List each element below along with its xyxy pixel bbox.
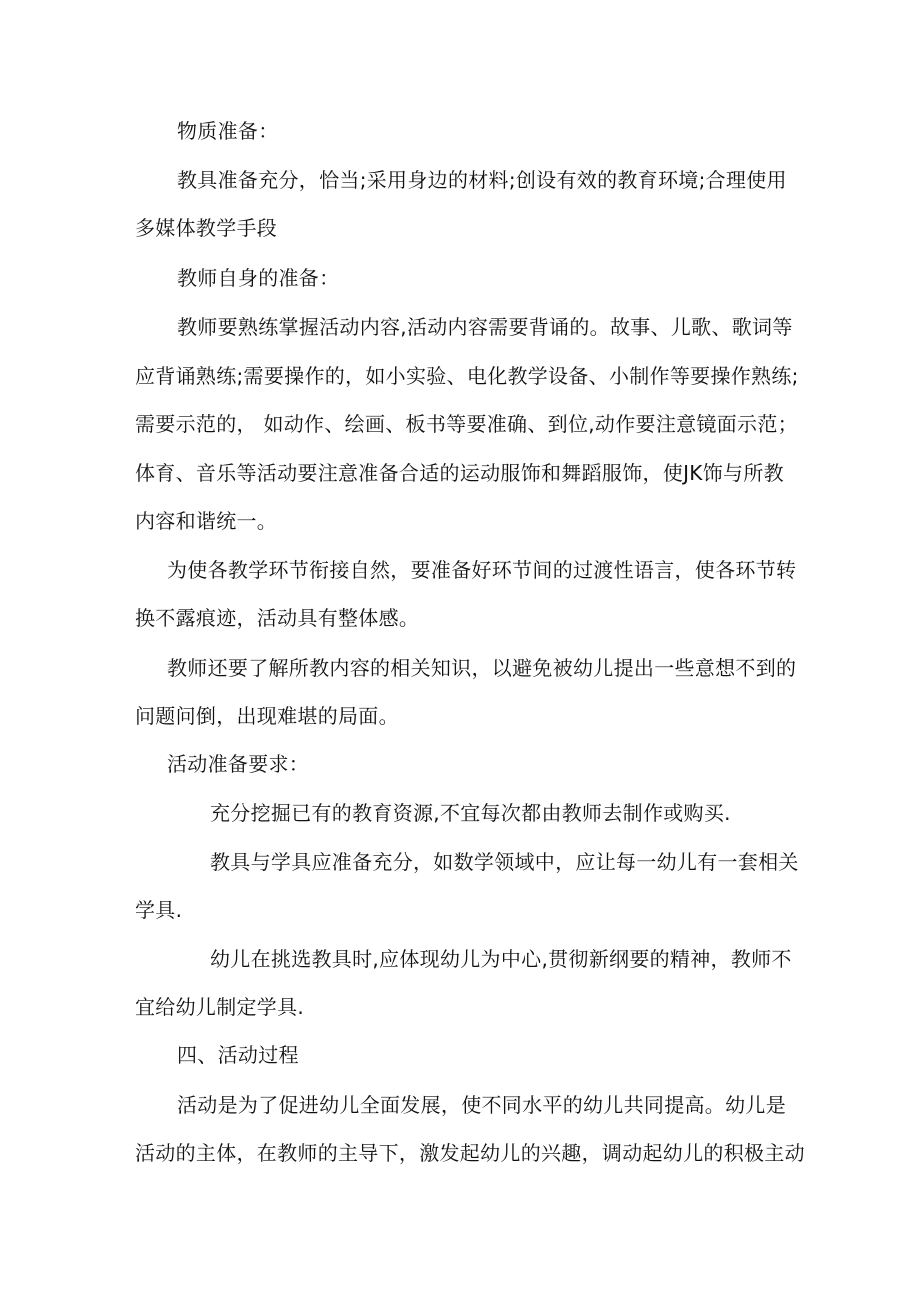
text-line: 问题问倒，出现难堪的局面。 xyxy=(135,704,399,728)
text-line: 活动的主体，在教师的主导下，激发起幼儿的兴趣，调动起幼儿的积极主动 xyxy=(135,1141,805,1165)
text-line: 多媒体教学手段 xyxy=(135,216,278,240)
text-line: 教师要熟练掌握活动内容,活动内容需要背诵的。故事、儿歌、歌词等 xyxy=(177,315,793,339)
text-line: 幼儿在挑选教具时,应体现幼儿为中心,贯彻新纲要的精神，教师不 xyxy=(210,947,792,971)
text-line: 充分挖掘已有的教育资源,不宜每次都由教师去制作或购买. xyxy=(210,801,731,825)
text-line: 教具与学具应准备充分，如数学领域中，应让每一幼儿有一套相关 xyxy=(210,850,799,874)
text-line: 体育、音乐等活动要注意准备合适的运动服饰和舞蹈服饰，使JK饰与所教 xyxy=(135,461,784,485)
text-line: 学具. xyxy=(135,898,183,922)
text-line-activity-requirements: 活动准备要求： xyxy=(167,752,310,776)
text-line: 活动是为了促进幼儿全面发展，使不同水平的幼儿共同提高。幼儿是 xyxy=(177,1093,786,1117)
text-line: 为使各教学环节衔接自然，要准备好环节间的过渡性语言，使各环节转 xyxy=(167,558,797,582)
text-line: 教师还要了解所教内容的相关知识，以避免被幼儿提出一些意想不到的 xyxy=(167,656,797,680)
text-line: 内容和谐统一。 xyxy=(135,509,278,533)
section-heading: 四、活动过程 xyxy=(177,1043,299,1067)
text-line-teacher-prep: 教师自身的准备： xyxy=(177,266,340,290)
text-line-material-prep: 物质准备： xyxy=(177,119,279,143)
text-line: 需要示范的， 如动作、绘画、板书等要准确、到位,动作要注意镜面示范； xyxy=(135,412,798,436)
text-line: 教具准备充分，恰当;采用身边的材料;创设有效的教育环境;合理使用 xyxy=(177,168,787,192)
text-line: 应背诵熟练;需要操作的，如小实验、电化教学设备、小制作等要操作熟练; xyxy=(135,364,799,388)
text-line: 宜给幼儿制定学具. xyxy=(135,995,305,1019)
text-line: 换不露痕迹，活动具有整体感。 xyxy=(135,606,420,630)
